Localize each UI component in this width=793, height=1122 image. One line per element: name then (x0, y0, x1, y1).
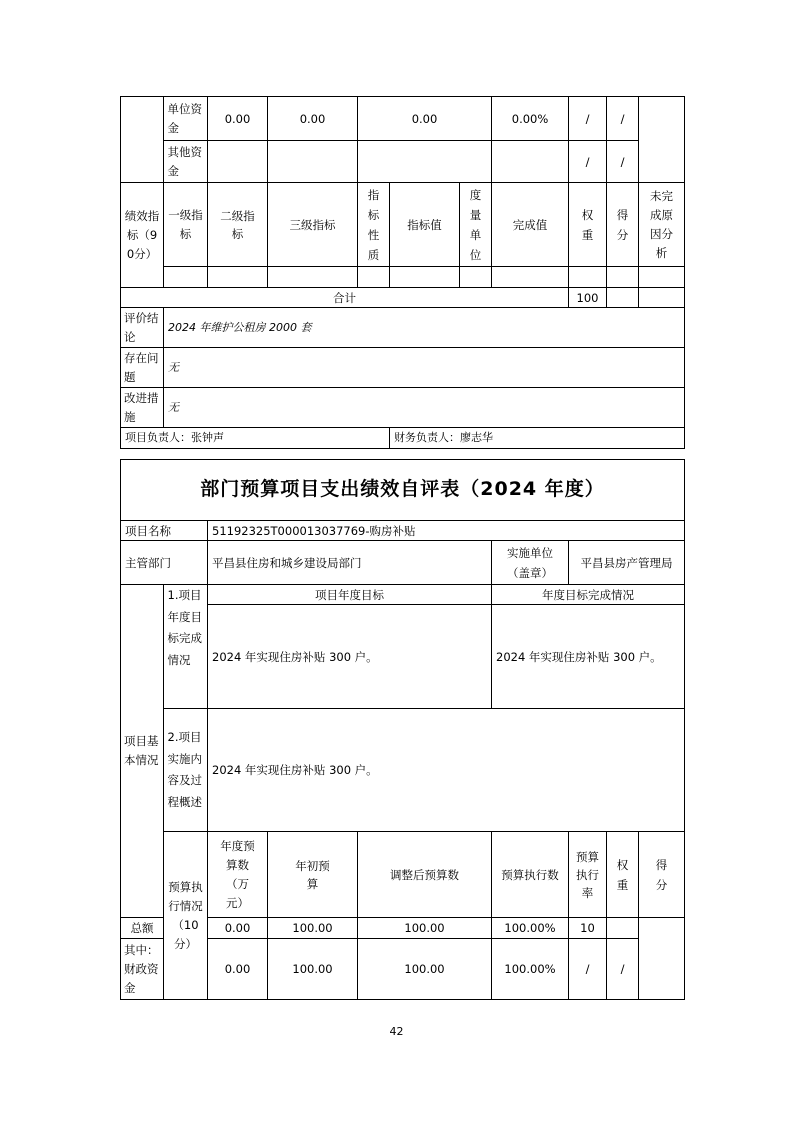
blank-cell (639, 918, 685, 1000)
basic-info-label: 项目基本情况 (121, 585, 164, 918)
blank-cell (268, 141, 358, 183)
blank-cell (164, 267, 208, 288)
goal-label: 1.项目年度目标完成情况 (164, 585, 208, 709)
measures-text: 无 (164, 388, 685, 428)
total-executed: 100.00 (358, 918, 492, 939)
blank-cell (390, 267, 460, 288)
blank-cell (607, 267, 639, 288)
blank-cell (460, 267, 492, 288)
perf-section-label: 绩效指标（90分） (121, 183, 164, 288)
total-initial: 0.00 (208, 918, 268, 939)
issues-text: 无 (164, 348, 685, 388)
fiscal-initial: 0.00 (208, 939, 268, 1000)
unit-fund-initial: 0.00 (208, 97, 268, 141)
self-evaluation-form (120, 459, 685, 1000)
total-label: 合计 (121, 288, 569, 308)
blank-cell (607, 288, 639, 308)
other-fund-weight: / (569, 141, 607, 183)
blank-cell (492, 267, 569, 288)
finance-responsible: 财务负责人：廖志华 (390, 428, 685, 449)
reason-header: 未完成原因分析 (639, 183, 685, 267)
measures-label: 改进措施 (121, 388, 164, 428)
page-number: 42 (389, 1025, 404, 1038)
goal-done-text: 2024 年实现住房补贴 300 户。 (492, 605, 685, 709)
blank-cell (569, 267, 607, 288)
rate-header: 预算执行率 (569, 832, 607, 918)
total-weight: 10 (569, 918, 607, 939)
total-rate: 100.00% (492, 918, 569, 939)
project-name: 51192325T000013037769-购房补贴 (208, 521, 685, 541)
total-score (607, 918, 639, 939)
fiscal-rate: 100.00% (492, 939, 569, 1000)
amount-header: 年度预算数（万元） (208, 832, 268, 918)
adjusted-header: 调整后预算数 (358, 832, 492, 918)
dept-value: 平昌县住房和城乡建设局部门 (208, 541, 492, 585)
impl-label: 实施单位（盖章） (492, 541, 569, 585)
level1-header: 一级指标 (164, 183, 208, 267)
blank-cell (358, 141, 492, 183)
goal-col-header: 项目年度目标 (208, 585, 492, 605)
blank-cell (639, 267, 685, 288)
value-header: 指标值 (390, 183, 460, 267)
fiscal-weight: / (569, 939, 607, 1000)
issues-label: 存在问题 (121, 348, 164, 388)
budget-label: 预算执行情况（10分） (164, 832, 208, 1000)
impl-content-label: 2.项目实施内容及过程概述 (164, 709, 208, 832)
blank-cell (358, 267, 390, 288)
unit-fund-score: / (607, 97, 639, 141)
performance-table-top (120, 96, 685, 449)
blank-cell (639, 97, 685, 183)
blank-cell (121, 97, 164, 183)
fiscal-score: / (607, 939, 639, 1000)
conclusion-text: 2024 年维护公租房 2000 套 (164, 308, 685, 348)
blank-cell (639, 288, 685, 308)
unit-fund-weight: / (569, 97, 607, 141)
blank-cell (492, 141, 569, 183)
executed-header: 预算执行数 (492, 832, 569, 918)
conclusion-label: 评价结论 (121, 308, 164, 348)
blank-cell (208, 267, 268, 288)
unit-fund-rate: 0.00% (492, 97, 569, 141)
impl-value: 平昌县房产管理局 (569, 541, 685, 585)
unit-fund-label: 单位资金 (164, 97, 208, 141)
weight-header: 权重 (569, 183, 607, 267)
blank-cell (208, 141, 268, 183)
dept-label: 主管部门 (121, 541, 208, 585)
unit-fund-executed: 0.00 (358, 97, 492, 141)
completed-header: 完成值 (492, 183, 569, 267)
total-row-label: 总额 (121, 918, 164, 939)
fiscal-executed: 100.00 (358, 939, 492, 1000)
project-responsible: 项目负责人：张钟声 (121, 428, 390, 449)
weight-header: 权重 (607, 832, 639, 918)
goal-done-col-header: 年度目标完成情况 (492, 585, 685, 605)
project-name-label: 项目名称 (121, 521, 208, 541)
unit-fund-adjusted: 0.00 (268, 97, 358, 141)
score-header: 得分 (639, 832, 685, 918)
blank-cell (268, 267, 358, 288)
nature-header: 指标性质 (358, 183, 390, 267)
total-weight: 100 (569, 288, 607, 308)
score-header: 得分 (607, 183, 639, 267)
level3-header: 三级指标 (268, 183, 358, 267)
fiscal-row-label: 其中：财政资金 (121, 939, 164, 1000)
form-title: 部门预算项目支出绩效自评表（2024 年度） (121, 460, 685, 521)
initial-header: 年初预算 (268, 832, 358, 918)
total-adjusted: 100.00 (268, 918, 358, 939)
unit-header: 度量单位 (460, 183, 492, 267)
impl-content-text: 2024 年实现住房补贴 300 户。 (208, 709, 685, 832)
fiscal-adjusted: 100.00 (268, 939, 358, 1000)
level2-header: 二级指标 (208, 183, 268, 267)
other-fund-score: / (607, 141, 639, 183)
goal-text: 2024 年实现住房补贴 300 户。 (208, 605, 492, 709)
other-fund-label: 其他资金 (164, 141, 208, 183)
